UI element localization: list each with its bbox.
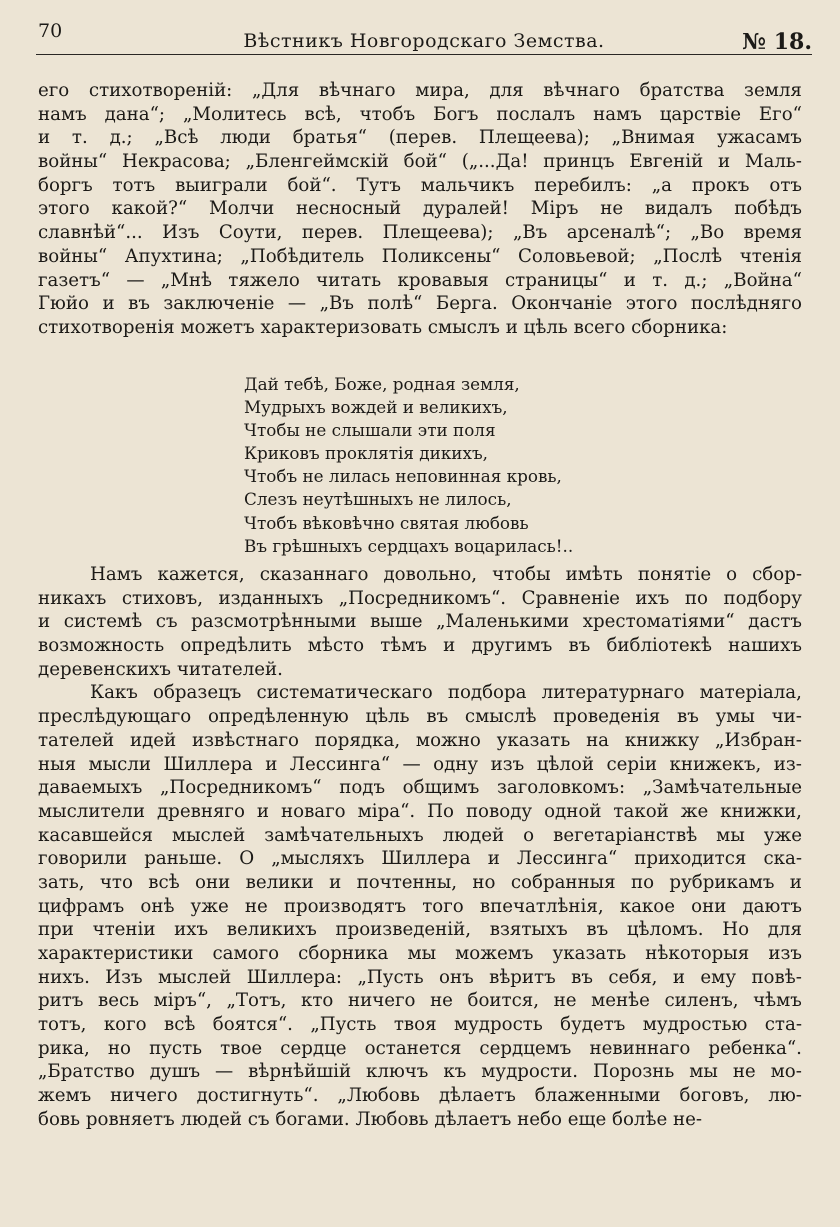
running-header	[36, 16, 812, 54]
text-line: тотъ, кого всѣ боятся“. „Пусть твоя мудрость будетъ мудростью ста-	[38, 1014, 802, 1036]
text-line: „Братство душъ — вѣрнѣйшій ключъ къ мудрости. Порознь мы не мо-	[38, 1061, 802, 1083]
text-line: стихотворенія можетъ характеризовать смыслъ и цѣль всего сборника:	[38, 316, 728, 338]
text-line: говорили раньше. О „мысляхъ Шиллера и Лессинга“ приходится ска-	[38, 848, 802, 870]
header-rule	[36, 54, 812, 55]
text-line: намъ дана“; „Молитесь всѣ, чтобъ Богъ послалъ намъ царствіе Его“	[38, 103, 802, 125]
paragraph-2	[38, 563, 802, 681]
text-line: возможность опредѣлить мѣсто тѣмъ и другимъ въ библіотекѣ нашихъ	[38, 635, 802, 657]
text-line: войны“ Апухтина; „Побѣдитель Поликсены“ Соловьевой; „Послѣ чтенія	[38, 245, 802, 267]
text-line: даваемыхъ „Посредникомъ“ подъ общимъ заголовкомъ: „Замѣчательные	[38, 777, 802, 799]
text-line: его стихотвореній: „Для вѣчнаго мира, для вѣчнаго братства земля	[38, 80, 802, 101]
text-line: войны“ Некрасова; „Бленгеймскій бой“ („...Да! принцъ Евгеній и Маль-	[38, 151, 802, 173]
text-line: ритъ весь міръ“, „Тотъ, кто ничего не боится, не менѣе силенъ, чѣмъ	[38, 990, 802, 1012]
page-number: 70	[38, 20, 63, 42]
poem-line: Въ грѣшныхъ сердцахъ воцарилась!..	[244, 535, 574, 556]
text-line: боргъ тотъ выиграли бой“. Тутъ мальчикъ перебилъ: „а прокъ отъ	[38, 174, 802, 196]
text-line: зать, что всѣ они велики и почтенны, но собранныя по рубрикамъ и	[38, 871, 802, 893]
text-line: рика, но пусть твое сердце останется сердцемъ невиннаго ребенка“.	[38, 1037, 802, 1059]
poem-line: Чтобы не слышали эти поля	[244, 420, 496, 441]
text-line: газетъ“ — „Мнѣ тяжело читать кровавыя страницы“ и т. д.; „Война“	[38, 269, 802, 291]
text-line: бовь ровняетъ людей съ богами. Любовь дѣлаетъ небо еще болѣе не-	[38, 1108, 703, 1130]
poem-line: Дай тебѣ, Боже, родная земля,	[244, 374, 520, 394]
journal-title: Вѣстникъ Новгородскаго Земства.	[243, 30, 605, 52]
poem-line: Чтобъ вѣковѣчно святая любовь	[244, 512, 529, 533]
text-line: при чтеніи ихъ великихъ произведеній, взятыхъ въ цѣломъ. Но для	[38, 919, 802, 941]
text-line: тателей идей извѣстнаго порядка, можно указать на книжку „Избран-	[38, 729, 802, 751]
text-line: преслѣдующаго опредѣленную цѣль въ смыслѣ проведенія въ умы чи-	[38, 706, 802, 728]
text-line: мыслители древняго и новаго міра“. По поводу одной такой же книжки,	[38, 800, 802, 822]
issue-number: № 18.	[742, 29, 812, 55]
text-line: Какъ образецъ систематическаго подбора литературнаго матеріала,	[90, 682, 802, 704]
poem-line: Слезъ неутѣшныхъ не лилось,	[244, 489, 512, 510]
text-line: жемъ ничего достигнуть“. „Любовь дѣлаетъ блаженными боговъ, лю-	[38, 1085, 802, 1107]
text-line: никахъ стиховъ, изданныхъ „Посредникомъ“. Сравненіе ихъ по подбору	[38, 587, 802, 609]
text-line: славнѣй“... Изъ Соути, перев. Плещеева); „Въ арсеналѣ“; „Во время	[38, 222, 802, 244]
text-line: и т. д.; „Всѣ люди братья“ (перев. Плещеева); „Внимая ужасамъ	[38, 127, 802, 149]
text-line: деревенскихъ читателей.	[38, 658, 283, 680]
paragraph-3	[38, 681, 802, 1131]
body-continued	[38, 563, 802, 1132]
text-line: касавшейся мыслей замѣчательныхъ людей о вегетаріанствѣ мы уже	[38, 824, 802, 846]
text-line: этого какой?“ Молчи несносный дуралей! Міръ не видалъ побѣдъ	[38, 198, 802, 220]
text-line: ныя мысли Шиллера и Лессинга“ — одну изъ цѣлой серіи книжекъ, из-	[38, 753, 802, 775]
poem-line: Криковъ проклятія дикихъ,	[244, 443, 488, 464]
text-line: и системѣ съ разсмотрѣнными выше „Маленькими хрестоматіями“ дастъ	[38, 611, 802, 633]
poem-line: Мудрыхъ вождей и великихъ,	[244, 397, 508, 418]
poem-line: Чтобъ не лилась неповинная кровь,	[244, 466, 562, 487]
text-line: Намъ кажется, сказаннаго довольно, чтобы имѣть понятіе о сбор-	[90, 564, 802, 585]
text-line: нихъ. Изъ мыслей Шиллера: „Пусть онъ вѣритъ въ себя, и ему повѣ-	[38, 966, 802, 988]
poem-quote	[244, 373, 573, 558]
text-line: характеристики самого сборника мы можемъ указать нѣкоторыя изъ	[38, 943, 802, 964]
text-line: цифрамъ онѣ уже не производятъ того впечатлѣнія, какое они даютъ	[38, 895, 802, 917]
paragraph-1	[38, 79, 802, 340]
text-line: Гюйо и въ заключеніе — „Въ полѣ“ Берга. Окончаніе этого послѣдняго	[38, 293, 802, 315]
